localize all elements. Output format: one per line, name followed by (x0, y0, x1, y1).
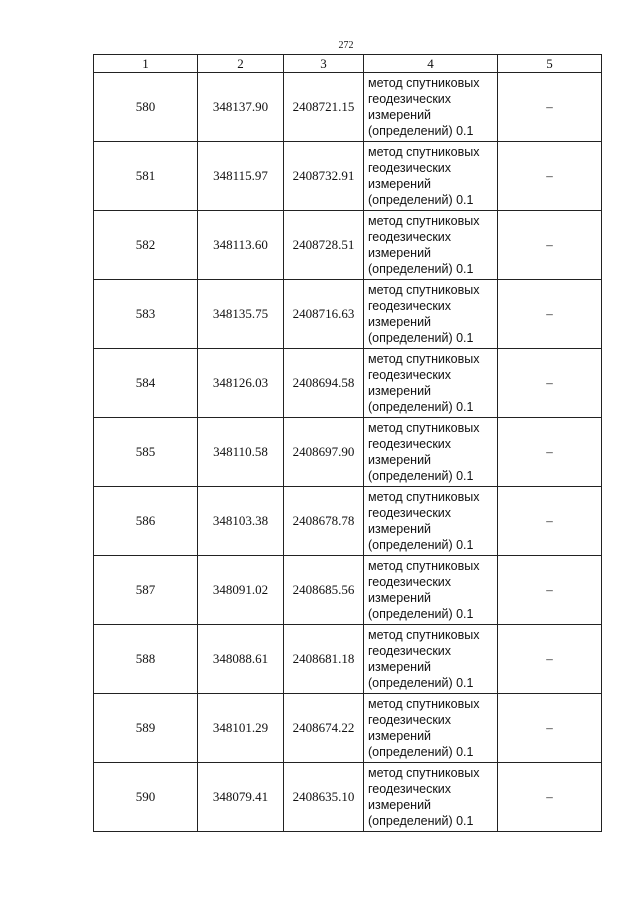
note-cell: – (498, 556, 602, 625)
table-row (94, 211, 602, 280)
column-header-2: 2 (198, 55, 284, 73)
x-coordinate-cell: 348101.29 (198, 694, 284, 763)
point-number-cell: 580 (94, 73, 198, 142)
y-coordinate-cell: 2408681.18 (284, 625, 364, 694)
column-header-4: 4 (364, 55, 498, 73)
note-cell: – (498, 763, 602, 832)
x-coordinate-cell: 348113.60 (198, 211, 284, 280)
method-cell: метод спутниковых геодезических измерений (определений) 0.1 (364, 73, 498, 142)
point-number-cell: 589 (94, 694, 198, 763)
point-number-cell: 586 (94, 487, 198, 556)
column-header-5: 5 (498, 55, 602, 73)
y-coordinate-cell: 2408732.91 (284, 142, 364, 211)
table-row (94, 280, 602, 349)
x-coordinate-cell: 348110.58 (198, 418, 284, 487)
point-number-cell: 590 (94, 763, 198, 832)
y-coordinate-cell: 2408728.51 (284, 211, 364, 280)
note-cell: – (498, 211, 602, 280)
point-number-cell: 582 (94, 211, 198, 280)
note-cell: – (498, 280, 602, 349)
x-coordinate-cell: 348115.97 (198, 142, 284, 211)
method-cell: метод спутниковых геодезических измерений (определений) 0.1 (364, 280, 498, 349)
table-row (94, 556, 602, 625)
table-row (94, 763, 602, 832)
table-row (94, 418, 602, 487)
table-body (94, 55, 602, 832)
method-cell: метод спутниковых геодезических измерений (определений) 0.1 (364, 694, 498, 763)
x-coordinate-cell: 348088.61 (198, 625, 284, 694)
method-cell: метод спутниковых геодезических измерений (определений) 0.1 (364, 142, 498, 211)
x-coordinate-cell: 348103.38 (198, 487, 284, 556)
header-row (94, 55, 602, 73)
note-cell: – (498, 418, 602, 487)
note-cell: – (498, 73, 602, 142)
point-number-cell: 585 (94, 418, 198, 487)
table-row (94, 487, 602, 556)
y-coordinate-cell: 2408635.10 (284, 763, 364, 832)
method-cell: метод спутниковых геодезических измерений (определений) 0.1 (364, 556, 498, 625)
method-cell: метод спутниковых геодезических измерений (определений) 0.1 (364, 763, 498, 832)
note-cell: – (498, 625, 602, 694)
table-row (94, 349, 602, 418)
table-row (94, 694, 602, 763)
y-coordinate-cell: 2408721.15 (284, 73, 364, 142)
method-cell: метод спутниковых геодезических измерений (определений) 0.1 (364, 487, 498, 556)
point-number-cell: 588 (94, 625, 198, 694)
y-coordinate-cell: 2408716.63 (284, 280, 364, 349)
y-coordinate-cell: 2408694.58 (284, 349, 364, 418)
point-number-cell: 583 (94, 280, 198, 349)
column-header-1: 1 (94, 55, 198, 73)
method-cell: метод спутниковых геодезических измерений (определений) 0.1 (364, 349, 498, 418)
point-number-cell: 581 (94, 142, 198, 211)
note-cell: – (498, 349, 602, 418)
method-cell: метод спутниковых геодезических измерений (определений) 0.1 (364, 211, 498, 280)
x-coordinate-cell: 348135.75 (198, 280, 284, 349)
table-row (94, 625, 602, 694)
method-cell: метод спутниковых геодезических измерений (определений) 0.1 (364, 418, 498, 487)
x-coordinate-cell: 348079.41 (198, 763, 284, 832)
x-coordinate-cell: 348091.02 (198, 556, 284, 625)
point-number-cell: 584 (94, 349, 198, 418)
page-number: 272 (338, 40, 354, 51)
y-coordinate-cell: 2408678.78 (284, 487, 364, 556)
x-coordinate-cell: 348126.03 (198, 349, 284, 418)
y-coordinate-cell: 2408685.56 (284, 556, 364, 625)
note-cell: – (498, 142, 602, 211)
note-cell: – (498, 487, 602, 556)
method-cell: метод спутниковых геодезических измерений (определений) 0.1 (364, 625, 498, 694)
y-coordinate-cell: 2408674.22 (284, 694, 364, 763)
y-coordinate-cell: 2408697.90 (284, 418, 364, 487)
table-row (94, 142, 602, 211)
table-row (94, 73, 602, 142)
point-number-cell: 587 (94, 556, 198, 625)
column-header-3: 3 (284, 55, 364, 73)
note-cell: – (498, 694, 602, 763)
x-coordinate-cell: 348137.90 (198, 73, 284, 142)
coordinates-table (93, 54, 602, 832)
